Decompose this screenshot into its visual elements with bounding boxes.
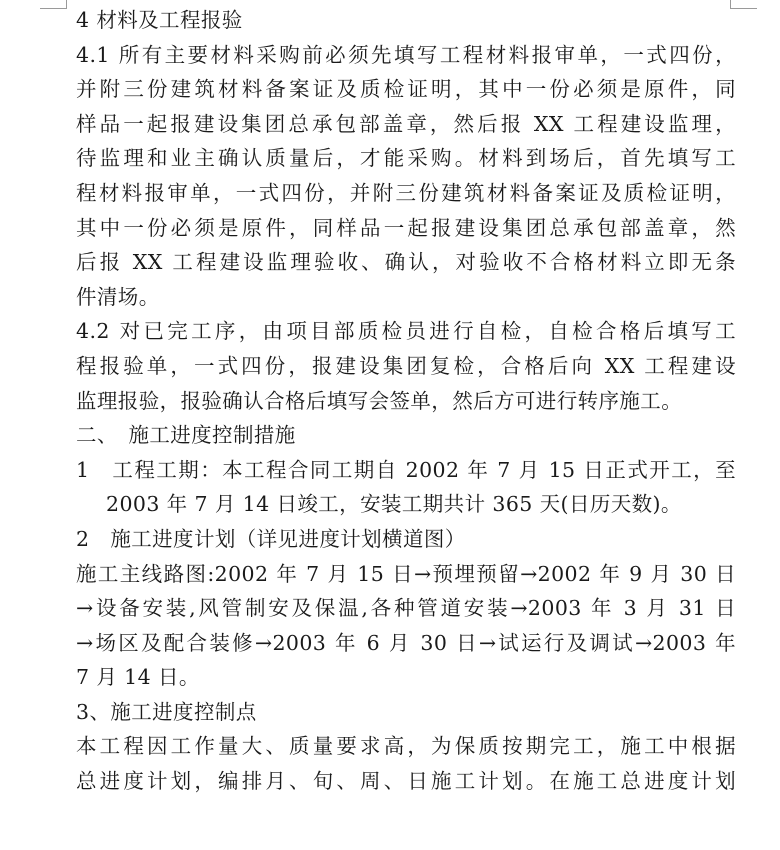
text-line: 件清场。 (76, 284, 160, 309)
text-line: 总进度计划，编排月、旬、周、日施工计划。在施工总进度计划 (76, 769, 736, 794)
text-line: →场区及配合装修→2003 年 6 月 30 日→试运行及调试→2003 年 (76, 630, 736, 655)
text-line: 后报 XX 工程建设监理验收、确认，对验收不合格材料立即无条 (76, 250, 736, 275)
text-line: 样品一起报建设集团总承包部盖章，然后报 XX 工程建设监理， (76, 111, 736, 136)
paragraph-4-1 (76, 38, 736, 315)
item-3-control-points (76, 695, 736, 730)
paragraph-4-2 (76, 314, 736, 418)
text-line: 施工主线路图:2002 年 7 月 15 日→预埋预留→2002 年 9 月 30 日 (76, 561, 736, 586)
text-line: 监理报验，报验确认合格后填写会签单，然后方可进行转序施工。 (76, 388, 683, 413)
item-1-project-duration (76, 453, 736, 522)
text-line: 4.1 所有主要材料采购前必须先填写工程材料报审单，一式四份， (76, 42, 736, 67)
item-2-schedule-plan (76, 522, 736, 557)
text-line: 本工程因工作量大、质量要求高，为保质按期完工，施工中根据 (76, 734, 736, 759)
text-line: 2003 年 7 月 14 日竣工，安装工期共计 365 天(日历天数)。 (106, 492, 682, 517)
paragraph-control-points (76, 729, 736, 798)
text-line: 7 月 14 日。 (76, 665, 200, 690)
text-line: 其中一份必须是原件，同样品一起报建设集团总承包部盖章，然 (76, 215, 736, 240)
margin-corner-mark-left (40, 0, 67, 9)
text-line: 程材料报审单，一式四份，并附三份建筑材料备案证及质检证明， (76, 180, 736, 205)
text-line: 程报验单，一式四份，报建设集团复检，合格后向 XX 工程建设 (76, 353, 736, 378)
text-line: 4 材料及工程报验 (76, 8, 243, 32)
text-line: 待监理和业主确认质量后，才能采购。材料到场后，首先填写工 (76, 146, 736, 171)
text-line: 2 施工进度计划（详见进度计划横道图） (76, 526, 466, 551)
text-line: 二、 施工进度控制措施 (76, 423, 296, 448)
text-line: →设备安装,风管制安及保温,各种管道安装→2003 年 3 月 31 日 (76, 596, 736, 621)
paragraph-main-route (76, 557, 736, 695)
text-line: 4.2 对已完工序，由项目部质检员进行自检，自检合格后填写工 (76, 319, 736, 344)
section-heading-materials (76, 3, 736, 38)
section-heading-schedule-control (76, 418, 736, 453)
text-line: 并附三份建筑材料备案证及质检证明，其中一份必须是原件，同 (76, 77, 736, 102)
text-line: 1 工程工期：本工程合同工期自 2002 年 7 月 15 日正式开工，至 (76, 457, 736, 482)
text-line: 3、施工进度控制点 (76, 699, 257, 724)
document-body (76, 3, 736, 799)
